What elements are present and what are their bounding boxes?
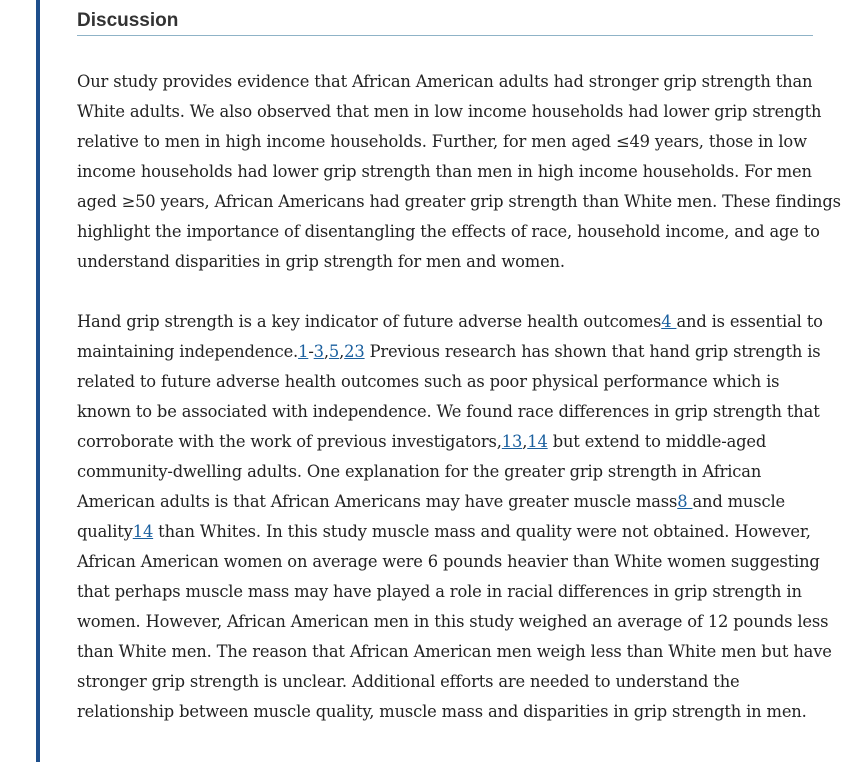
paragraph-line xyxy=(77,487,813,517)
paragraph-line: aged ≥50 years, African Americans had greater grip strength than White men. These findings xyxy=(77,192,841,211)
reference-link-8[interactable]: 8 xyxy=(677,492,693,511)
line-text: Previous research has shown that hand grip strength is xyxy=(364,342,821,361)
discussion-paragraph-2 xyxy=(77,307,832,727)
reference-link-14[interactable]: 14 xyxy=(132,522,154,541)
paragraph-line: known to be associated with independence. We found race differences in grip strength that xyxy=(77,402,820,421)
paragraph-line: than White men. The reason that African American men weigh less than White men but have xyxy=(77,642,832,661)
reference-link-23[interactable]: 23 xyxy=(344,342,365,361)
discussion-section xyxy=(77,0,841,727)
reference-link-13[interactable]: 13 xyxy=(501,432,523,451)
paragraph-line xyxy=(77,517,813,547)
paragraph-line: African American women on average were 6 pounds heavier than White women suggesting xyxy=(77,552,820,571)
paragraph-line: women. However, African American men in this study weighed an average of 12 pounds less xyxy=(77,612,829,631)
reference-link-5[interactable]: 5 xyxy=(328,342,340,361)
paragraph-line xyxy=(77,337,821,367)
line-text: , xyxy=(522,432,528,451)
paragraph-line: stronger grip strength is unclear. Additional efforts are needed to understand the xyxy=(77,672,740,691)
paragraph-line xyxy=(77,307,823,337)
paragraph-line: that perhaps muscle mass may have played a role in racial differences in grip strength in xyxy=(77,582,802,601)
line-text: corroborate with the work of previous investigators, xyxy=(77,432,502,451)
paragraph-line: relationship between muscle quality, muscle mass and disparities in grip strength in men. xyxy=(77,702,807,721)
line-text: American adults is that African Americans may have greater muscle mass xyxy=(77,492,678,511)
reference-link-3[interactable]: 3 xyxy=(313,342,324,361)
line-text: and muscle xyxy=(692,492,785,511)
line-text: quality xyxy=(77,522,133,541)
line-text: maintaining independence. xyxy=(77,342,299,361)
reference-link-14[interactable]: 14 xyxy=(527,432,548,451)
line-text: , xyxy=(339,342,345,361)
paragraph-line: relative to men in high income households. Further, for men aged ≤49 years, those in low xyxy=(77,132,807,151)
paragraph-line: highlight the importance of disentangling the effects of race, household income, and age to xyxy=(77,222,820,241)
line-text: Hand grip strength is a key indicator of future adverse health outcomes xyxy=(77,312,662,331)
paragraph-line xyxy=(77,427,813,457)
section-accent-bar xyxy=(36,0,40,762)
paragraph-line: Our study provides evidence that African American adults had stronger grip strength than xyxy=(77,72,813,91)
paragraph-line: related to future adverse health outcomes such as poor physical performance which is xyxy=(77,372,780,391)
paragraph-line: community-dwelling adults. One explanation for the greater grip strength in African xyxy=(77,462,762,481)
line-text: , xyxy=(323,342,329,361)
discussion-paragraph-1 xyxy=(77,67,841,277)
line-text: but extend to middle-aged xyxy=(547,432,767,451)
reference-link-1[interactable]: 1 xyxy=(298,342,309,361)
reference-link-4[interactable]: 4 xyxy=(661,312,677,331)
paragraph-line: income households had lower grip strength than men in high income households. For men xyxy=(77,162,812,181)
paragraph-line: understand disparities in grip strength for men and women. xyxy=(77,252,565,271)
paragraph-line: White adults. We also observed that men in low income households had lower grip strength xyxy=(77,102,822,121)
line-text: and is essential to xyxy=(676,312,823,331)
line-text: - xyxy=(308,342,314,361)
heading-divider xyxy=(77,35,813,36)
line-text: than Whites. In this study muscle mass and quality were not obtained. However, xyxy=(153,522,811,541)
section-heading: Discussion xyxy=(77,10,179,31)
